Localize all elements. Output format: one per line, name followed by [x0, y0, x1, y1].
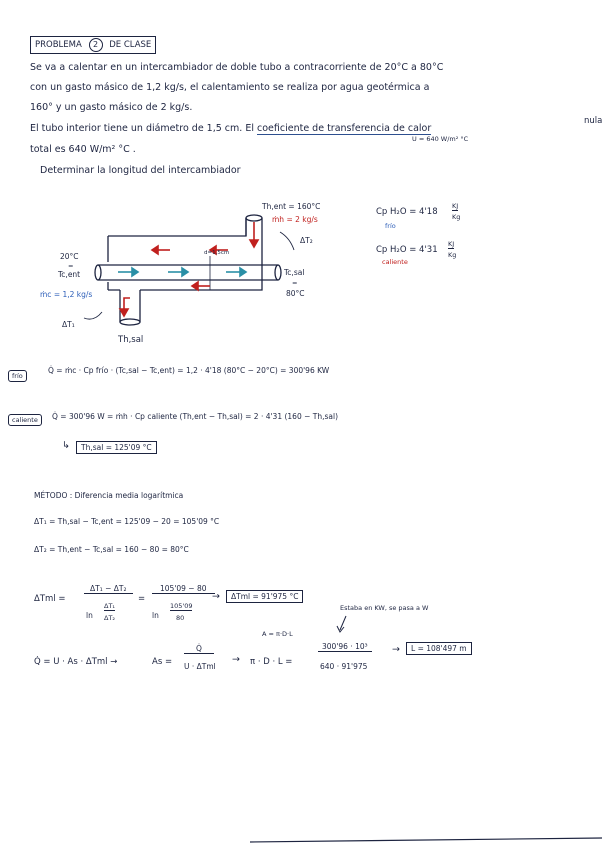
cp-hot: Cp H₂O = 4'31: [376, 245, 438, 255]
statement-line-6: Determinar la longitud del intercambiador: [40, 165, 241, 176]
th-sal-result: Th,sal = 125'09 °C: [76, 441, 157, 454]
hot-inlet-opening: [246, 215, 262, 221]
lmtd-result: ΔTml = 91'975 °C: [226, 590, 303, 603]
cp-cold: Cp H₂O = 4'18: [376, 207, 438, 217]
th-ent-label: Th,ent = 160°C: [262, 202, 321, 211]
as-lhs: As =: [152, 657, 173, 667]
problem-number: 2: [89, 38, 103, 52]
hot-outlet-pipe: [120, 290, 140, 322]
q-cold-equation: Q̇ = ṁc · Cp frío · (Tc,sal − Tc,ent) = 1,2 · 4'18 (80°C − 20°C) = 300'96 KW: [48, 366, 330, 375]
tc-sal-temp: 80°C: [286, 289, 305, 298]
class-label: DE CLASE: [109, 40, 152, 50]
lmtd-den1-ln: ln: [86, 611, 93, 620]
caliente-tag: caliente: [8, 414, 42, 426]
q-hot-equation: Q̇ = 300'96 W = ṁh · Cp caliente (Th,ent − Th,sal) = 2 · 4'31 (160 − Th,sal): [52, 412, 339, 421]
th-sal-label: Th,sal: [118, 335, 144, 345]
mc-label: ṁc = 1,2 kg/s: [40, 290, 93, 299]
problem-label: PROBLEMA: [35, 40, 82, 50]
tc-ent-eq: =: [68, 262, 74, 270]
q-ua-equation: Q̇ = U · As · ΔTml →: [34, 657, 118, 667]
statement-line-3: 160° y un gasto másico de 2 kg/s.: [30, 102, 193, 113]
lmtd-den2-top: 105'09: [170, 602, 193, 610]
dt2-label: ΔT₂: [300, 236, 313, 245]
as-arrow: →: [232, 654, 240, 665]
outer-shell-top: [108, 218, 246, 236]
statement-line-2: con un gasto másico de 1,2 kg/s, el calentamiento se realiza por agua geotérmica a: [30, 82, 430, 93]
tc-sal-eq: =: [292, 279, 298, 287]
cp-cold-unit-bot: Kg: [452, 213, 461, 221]
page-bottom-line: [250, 838, 602, 842]
lmtd-den2-ln: ln: [152, 611, 159, 620]
as-denominator: U · ΔTml: [184, 662, 216, 671]
as-numerator: Q̇: [184, 644, 214, 654]
statement-line-4-underlined: coeficiente de transferencia de calor: [257, 123, 432, 134]
lmtd-den1-top: ΔT₁: [104, 602, 116, 610]
tc-ent-label: Tc,ent: [58, 270, 81, 279]
length-numerator: 300'96 · 10³: [318, 642, 372, 652]
length-result: L = 108'497 m: [406, 642, 472, 655]
dt1-equation: ΔT₁ = Th,sal − Tc,ent = 125'09 − 20 = 105'09 °C: [34, 517, 220, 526]
dt2-arrow: [280, 232, 294, 250]
cp-hot-unit-top: KJ: [448, 240, 455, 248]
result-arrow: ↳: [62, 440, 70, 451]
inner-tube-left-end: [95, 265, 101, 280]
pi-d-l: π · D · L =: [250, 657, 293, 667]
hot-outlet-opening: [120, 319, 140, 325]
statement-line-4-end: nula: [584, 116, 603, 126]
lmtd-arrow: →: [212, 591, 220, 602]
diameter-label: d=1,5cm: [204, 250, 230, 256]
lmtd-den2-bot: 80: [176, 614, 185, 622]
lmtd-den1-bot: ΔT₂: [104, 614, 116, 622]
area-note: A = π·D·L: [262, 630, 293, 638]
length-denominator: 640 · 91'975: [320, 662, 368, 671]
hot-tag: caliente: [382, 258, 408, 266]
mh-label: ṁh = 2 kg/s: [272, 215, 318, 224]
length-arrow: →: [392, 644, 400, 655]
cp-cold-unit-top: KJ: [452, 202, 459, 210]
frio-tag: frío: [8, 370, 27, 382]
inner-tube-right-end: [275, 265, 281, 280]
statement-line-1: Se va a calentar en un intercambiador de doble tubo a contracorriente de 20°C a 80°C: [30, 62, 444, 73]
dt1-arrow: [84, 312, 102, 319]
cp-hot-unit-bot: Kg: [448, 251, 457, 259]
method-title: MÉTODO : Diferencia media logarítmica: [34, 491, 184, 500]
statement-line-4-pre: El tubo interior tiene un diámetro de 1,5 cm. El: [30, 123, 254, 134]
cold-tag: frío: [385, 222, 396, 230]
lmtd-eq: =: [138, 594, 146, 604]
dt1-label: ΔT₁: [62, 320, 75, 329]
lmtd-num1: ΔT₁ − ΔT₂: [84, 584, 133, 594]
lmtd-lhs: ΔTml =: [34, 594, 66, 604]
statement-line-5: total es 640 W/m² °C .: [30, 144, 136, 155]
kw-to-w-note: Estaba en KW, se pasa a W: [340, 604, 429, 612]
dt2-equation: ΔT₂ = Th,ent − Tc,sal = 160 − 80 = 80°C: [34, 545, 189, 554]
lmtd-num2: 105'09 − 80: [152, 584, 215, 594]
tc-sal-label: Tc,sal: [284, 268, 305, 277]
u-note: U = 640 W/m² °C: [412, 135, 469, 143]
outer-shell-bottom: [108, 236, 262, 290]
tc-ent-temp: 20°C: [60, 252, 79, 261]
